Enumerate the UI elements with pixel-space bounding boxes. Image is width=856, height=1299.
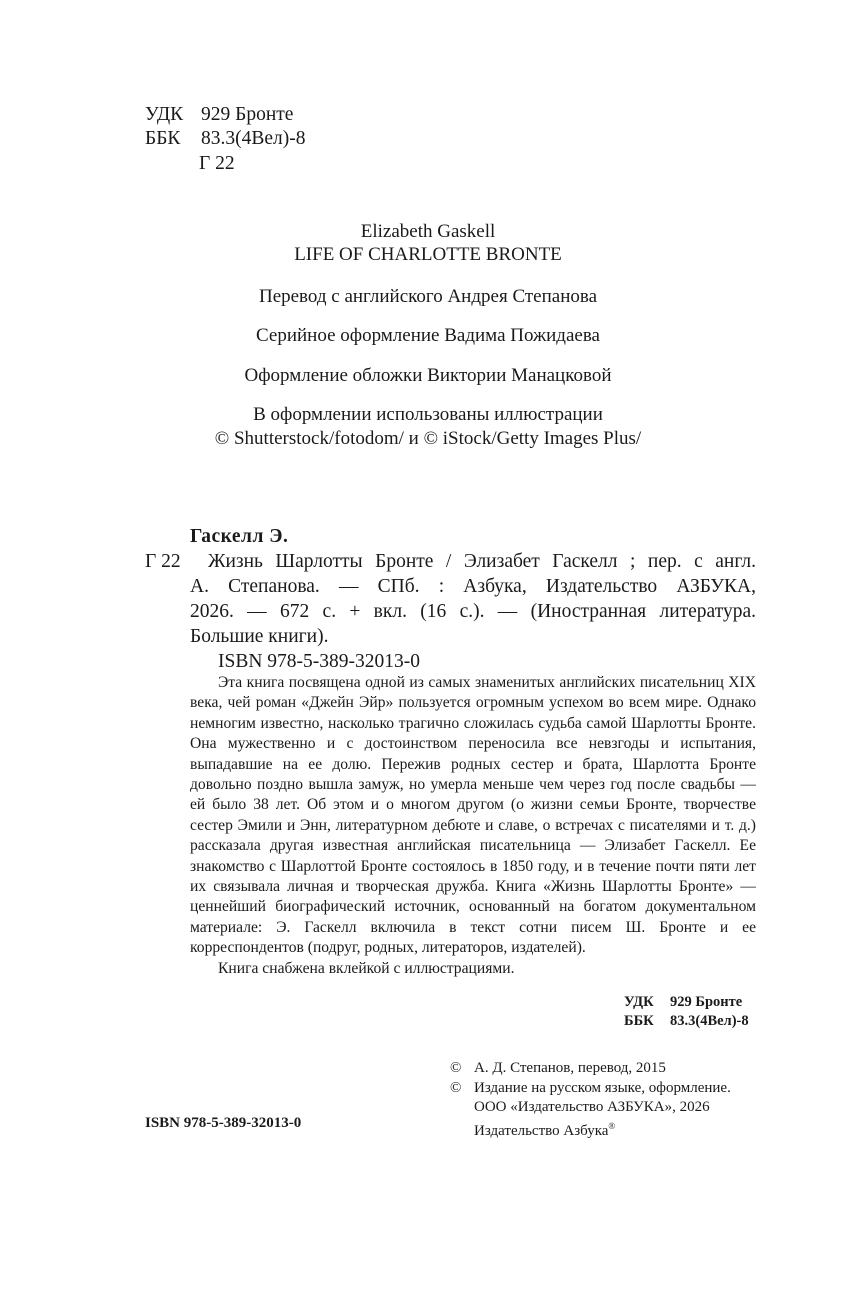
- copyright-edition-text: Издание на русском языке, оформление.: [474, 1080, 731, 1096]
- illustrations-credit-line1: В оформлении использованы иллюстрации: [253, 404, 603, 425]
- bottom-bbk-value: 83.3(4Вел)-8: [670, 1013, 749, 1029]
- bottom-bbk-label: ББК: [624, 1013, 654, 1029]
- catalog-isbn: ISBN 978-5-389-32013-0: [218, 651, 421, 672]
- bottom-udk-value: 929 Бронте: [670, 994, 743, 1010]
- catalog-line2: А. Степанова. — СПб. : Азбука, Издательство АЗБУКА,: [190, 576, 756, 597]
- bbk-line: [145, 127, 306, 151]
- original-author: Elizabeth Gaskell: [360, 221, 496, 242]
- cover-design-credit: Оформление обложки Виктории Манацковой: [244, 365, 612, 386]
- copyright-symbol: ©: [450, 1060, 462, 1076]
- copyright-imprint: [474, 1117, 615, 1142]
- udk-value: 929 Бронте: [201, 104, 294, 125]
- copyright-translation-text: А. Д. Степанов, перевод, 2015: [474, 1060, 666, 1076]
- udk-line: [145, 103, 293, 127]
- bottom-udk-line: [624, 993, 742, 1012]
- copyright-edition: [450, 1079, 731, 1099]
- catalog-mark: Г 22: [145, 551, 181, 572]
- series-design-credit: Серийное оформление Вадима Пожидаева: [256, 325, 600, 346]
- bbk-label: ББК: [145, 128, 181, 149]
- annotation: [190, 673, 756, 979]
- copyright-translation: [450, 1059, 666, 1079]
- translation-credit: Перевод с английского Андрея Степанова: [258, 286, 598, 307]
- author-mark: Г 22: [199, 153, 235, 174]
- bbk-value: 83.3(4Вел)-8: [201, 128, 306, 149]
- catalog-heading: Гаскелл Э.: [190, 526, 289, 547]
- catalog-line3: 2026. — 672 с. + вкл. (16 с.). — (Иностранная литература.: [190, 601, 756, 622]
- udk-label: УДК: [145, 104, 184, 125]
- bottom-bbk-line: [624, 1012, 749, 1031]
- annotation-paragraph: Эта книга посвящена одной из самых знаменитых английских писательниц XIX века, чей роман «Джейн Эйр» пользуется огромным успехом во всем мире. Однако немногим известно, насколько трагично сложилась судьба самой Шарлотты Бронте. Она мужественно и с достоинством переносила все невзгоды и испытания, выпадавшие на ее долю. Пережив родных сестер и брата, Шарлотта Бронте довольно поздно вышла замуж, но умерла меньше чем через год после свадьбы — ей было 38 лет. Об этом и о многом другом (о жизни семьи Бронте, творчестве сестер Эмили и Энн, литературном дебюте и славе, о встречах с писателями и т. д.) рассказала другая известная английская писательница — Элизабет Гаскелл. Ее знакомство с Шарлоттой Бронте состоялось в 1850 году, и в течение почти пяти лет их связывала личная и творческая дружба. Книга «Жизнь Шарлотты Бронте» — ценнейший биографический источник, основанный на богатом документальном материале: Э. Гаскелл включила в текст сотни писем Ш. Бронте и ее корреспондентов (подруг, родных, литераторов, издателей).: [190, 674, 756, 957]
- bottom-udk-label: УДК: [624, 994, 654, 1010]
- catalog-line4: Большие книги).: [190, 626, 329, 647]
- illustrations-credit-line2: © Shutterstock/fotodom/ и © iStock/Getty Images Plus/: [214, 428, 642, 449]
- original-title: LIFE OF CHARLOTTE BRONTE: [294, 244, 562, 265]
- footer-isbn: ISBN 978-5-389-32013-0: [145, 1115, 302, 1131]
- annotation-paragraph-inserts: Книга снабжена вклейкой с иллюстрациями.: [218, 959, 515, 977]
- copyright-symbol: ©: [450, 1080, 462, 1096]
- copyright-publisher: ООО «Издательство АЗБУКА», 2026: [474, 1099, 710, 1115]
- imprint-name: Издательство Азбука: [474, 1123, 609, 1139]
- registered-mark: ®: [608, 1121, 616, 1131]
- catalog-line1: Жизнь Шарлотты Бронте / Элизабет Гаскелл ; пер. с англ.: [208, 551, 756, 572]
